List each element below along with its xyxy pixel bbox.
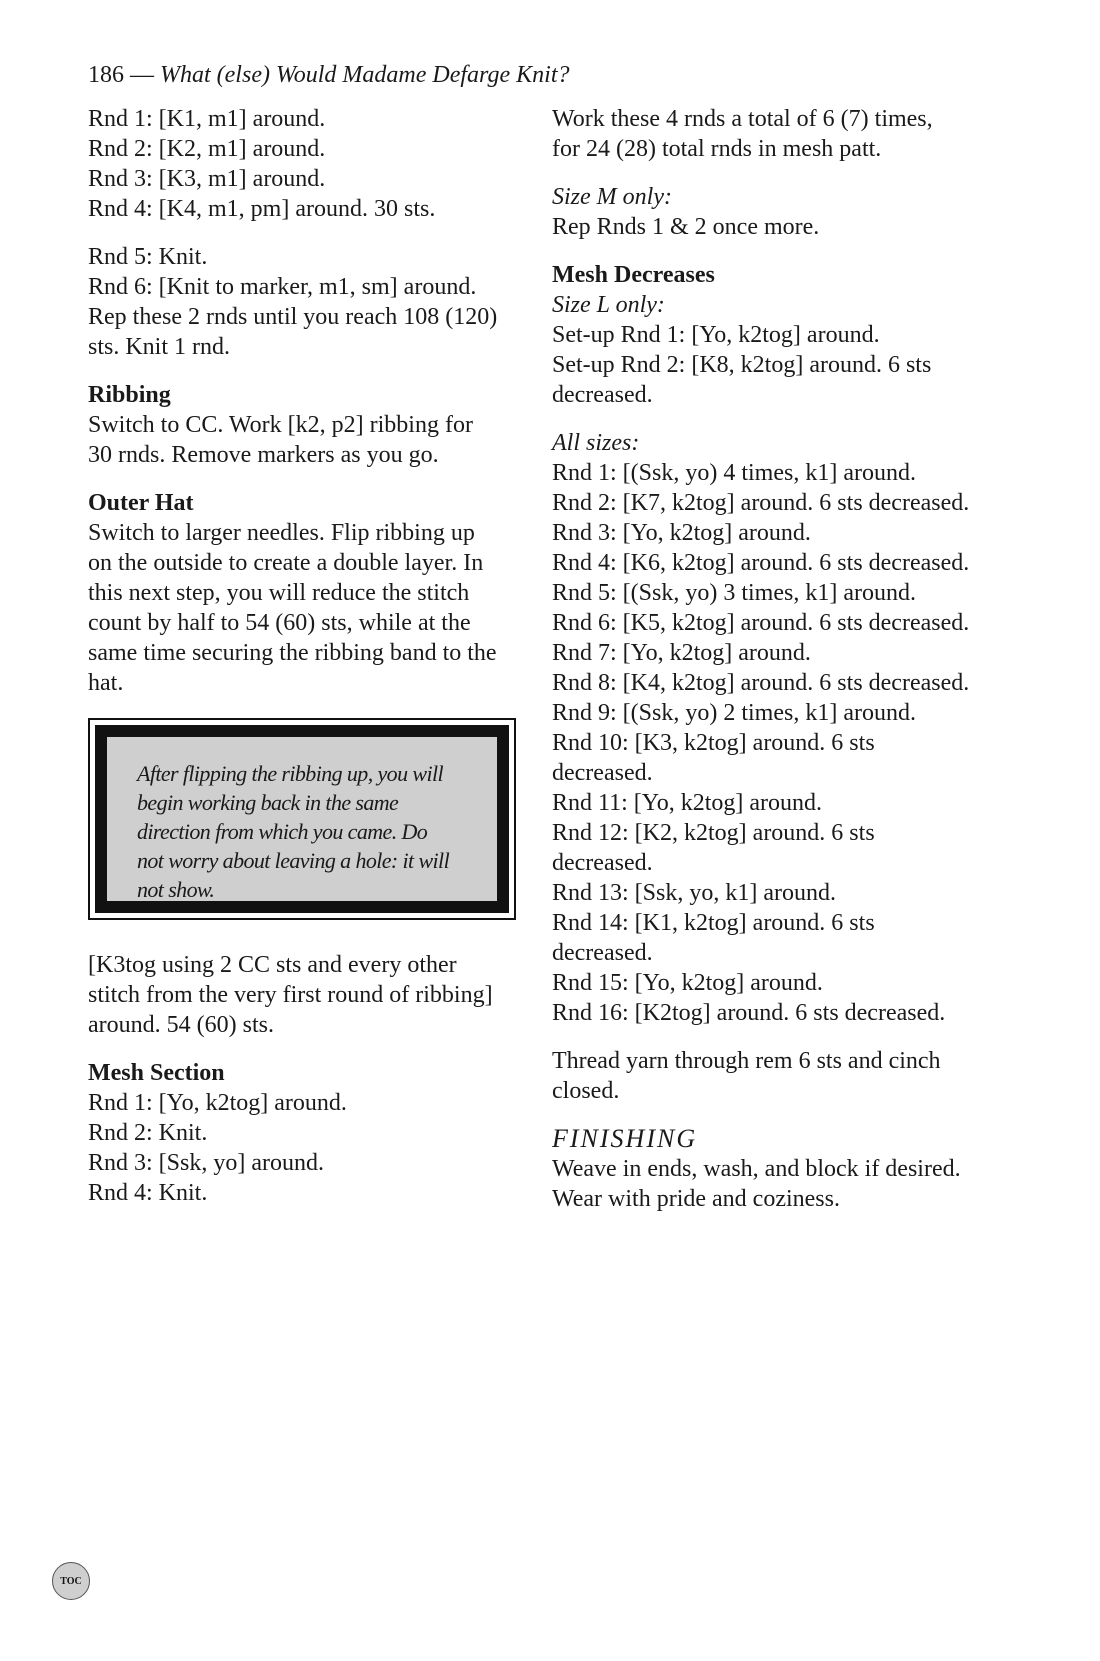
text-line: Rnd 10: [K3, k2tog] around. 6 sts: [552, 730, 875, 756]
text-line: Rep Rnds 1 & 2 once more.: [552, 214, 820, 240]
increase-rounds-1-4: [88, 104, 518, 224]
size-m-heading: Size M only:: [552, 184, 672, 210]
text-line: Rnd 12: [K2, k2tog] around. 6 sts: [552, 820, 875, 846]
text-line: decreased.: [552, 850, 653, 876]
callout-line: direction from which you came. Do: [137, 819, 428, 844]
text-line: Rnd 2: [K7, k2tog] around. 6 sts decreased.: [552, 490, 970, 516]
text-line: Rnd 13: [Ssk, yo, k1] around.: [552, 880, 836, 906]
callout-line: not worry about leaving a hole: it will: [137, 848, 450, 873]
mesh-section-heading: Mesh Section: [88, 1060, 225, 1086]
k3tog-instruction: [88, 950, 518, 1040]
callout-line: After flipping the ribbing up, you will: [137, 761, 443, 786]
finishing-heading: FINISHING: [552, 1124, 698, 1153]
text-line: Rnd 16: [K2tog] around. 6 sts decreased.: [552, 1000, 946, 1026]
text-line: for 24 (28) total rnds in mesh patt.: [552, 136, 882, 162]
tip-callout-box: [88, 718, 516, 920]
toc-button[interactable]: TOC: [52, 1562, 90, 1600]
size-l-heading: Size L only:: [552, 292, 665, 318]
text-line: on the outside to create a double layer. In: [88, 550, 484, 576]
text-line: around. 54 (60) sts.: [88, 1012, 274, 1038]
text-line: Rnd 9: [(Ssk, yo) 2 times, k1] around.: [552, 700, 916, 726]
mesh-decreases-section: [552, 260, 992, 410]
mesh-section: [88, 1058, 518, 1208]
text-line: Set-up Rnd 2: [K8, k2tog] around. 6 sts: [552, 352, 932, 378]
mesh-repeat-instruction: [552, 104, 992, 164]
text-line: Switch to CC. Work [k2, p2] ribbing for: [88, 412, 473, 438]
all-sizes-section: [552, 428, 992, 1028]
text-line: Rep these 2 rnds until you reach 108 (120): [88, 304, 498, 330]
text-line: Rnd 3: [Yo, k2tog] around.: [552, 520, 811, 546]
text-line: sts. Knit 1 rnd.: [88, 334, 231, 360]
page-number: 186 —: [88, 62, 154, 88]
all-sizes-heading: All sizes:: [552, 430, 640, 456]
text-line: Rnd 2: [K2, m1] around.: [88, 136, 326, 162]
text-line: hat.: [88, 670, 124, 696]
left-column: [88, 104, 518, 1226]
book-title: What (else) Would Madame Defarge Knit?: [160, 62, 570, 88]
text-line: Rnd 3: [K3, m1] around.: [88, 166, 326, 192]
text-line: Rnd 5: Knit.: [88, 244, 208, 270]
callout-line: begin working back in the same: [137, 790, 399, 815]
text-line: [K3tog using 2 CC sts and every other: [88, 952, 457, 978]
text-line: Rnd 3: [Ssk, yo] around.: [88, 1150, 324, 1176]
text-line: decreased.: [552, 940, 653, 966]
text-line: Switch to larger needles. Flip ribbing up: [88, 520, 475, 546]
text-line: this next step, you will reduce the stitch: [88, 580, 470, 606]
text-line: Weave in ends, wash, and block if desired.: [552, 1156, 961, 1182]
text-line: Rnd 14: [K1, k2tog] around. 6 sts: [552, 910, 875, 936]
text-line: Rnd 1: [K1, m1] around.: [88, 106, 326, 132]
mesh-decreases-heading: Mesh Decreases: [552, 262, 715, 288]
text-line: Set-up Rnd 1: [Yo, k2tog] around.: [552, 322, 880, 348]
text-line: Rnd 6: [K5, k2tog] around. 6 sts decreased.: [552, 610, 970, 636]
right-column: [552, 104, 992, 1232]
text-line: Rnd 8: [K4, k2tog] around. 6 sts decreased.: [552, 670, 970, 696]
text-line: Rnd 1: [(Ssk, yo) 4 times, k1] around.: [552, 460, 916, 486]
text-line: Rnd 4: [K6, k2tog] around. 6 sts decreased.: [552, 550, 970, 576]
text-line: Thread yarn through rem 6 sts and cinch: [552, 1048, 941, 1074]
text-line: decreased.: [552, 382, 653, 408]
text-line: Rnd 4: Knit.: [88, 1180, 208, 1206]
outer-hat-section: [88, 488, 518, 698]
page-header: [88, 60, 570, 90]
text-line: Rnd 15: [Yo, k2tog] around.: [552, 970, 823, 996]
text-line: count by half to 54 (60) sts, while at the: [88, 610, 471, 636]
text-line: stitch from the very first round of ribbing]: [88, 982, 493, 1008]
finishing-section: [552, 1124, 992, 1214]
thread-instruction: [552, 1046, 992, 1106]
size-m-section: [552, 182, 992, 242]
text-line: Rnd 5: [(Ssk, yo) 3 times, k1] around.: [552, 580, 916, 606]
text-line: Wear with pride and coziness.: [552, 1186, 840, 1212]
increase-rounds-5-6: [88, 242, 518, 362]
outer-hat-heading: Outer Hat: [88, 490, 194, 516]
ribbing-section: [88, 380, 518, 470]
text-line: Rnd 11: [Yo, k2tog] around.: [552, 790, 823, 816]
text-line: Rnd 6: [Knit to marker, m1, sm] around.: [88, 274, 477, 300]
text-line: decreased.: [552, 760, 653, 786]
text-line: Rnd 1: [Yo, k2tog] around.: [88, 1090, 347, 1116]
text-line: Rnd 7: [Yo, k2tog] around.: [552, 640, 811, 666]
callout-line: not show.: [137, 877, 215, 902]
text-line: Rnd 2: Knit.: [88, 1120, 208, 1146]
text-line: closed.: [552, 1078, 620, 1104]
text-line: Rnd 4: [K4, m1, pm] around. 30 sts.: [88, 196, 436, 222]
text-line: same time securing the ribbing band to the: [88, 640, 497, 666]
tip-callout-text: [95, 725, 509, 913]
ribbing-heading: Ribbing: [88, 382, 171, 408]
text-line: 30 rnds. Remove markers as you go.: [88, 442, 439, 468]
text-line: Work these 4 rnds a total of 6 (7) times,: [552, 106, 933, 132]
